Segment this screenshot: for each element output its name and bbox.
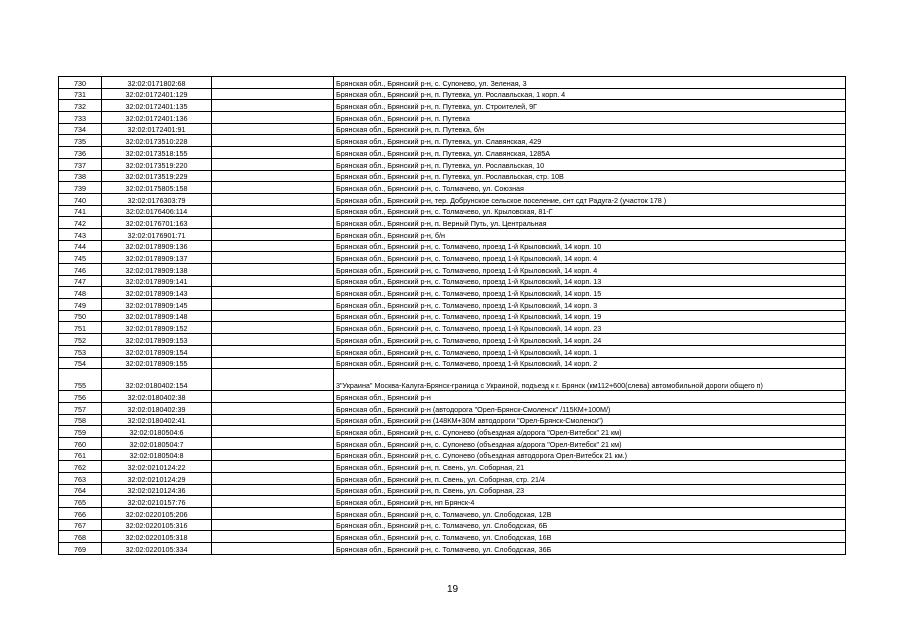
empty-cell — [212, 461, 334, 473]
cadastral-number: 32:02:0178909:137 — [102, 252, 212, 264]
address: Брянская обл., Брянский р-н, с. Толмачево, проезд 1-й Крыловский, 14 корп. 10 — [334, 240, 846, 252]
cadastral-number: 32:02:0180402:154 — [102, 369, 212, 391]
address: Брянская обл., Брянский р-н, с. Толмачево, проезд 1-й Крыловский, 14 корп. 19 — [334, 310, 846, 322]
table-row — [59, 123, 846, 135]
address: Брянская обл., Брянский р-н, с. Супонево (объездная а/дорога "Орел-Витебск" 21 км) — [334, 426, 846, 438]
empty-cell — [212, 543, 334, 555]
table-row — [59, 228, 846, 240]
address: Брянская обл., Брянский р-н, п. Путевка, ул. Рославльская, 10 — [334, 158, 846, 170]
cadastral-number: 32:02:0178909:136 — [102, 240, 212, 252]
empty-cell — [212, 437, 334, 449]
cadastral-number: 32:02:0178909:155 — [102, 357, 212, 369]
address: Брянская обл., Брянский р-н, п. Путевка, ул. Славянская, 429 — [334, 135, 846, 147]
cadastral-number: 32:02:0180504:8 — [102, 449, 212, 461]
address: Брянская обл., Брянский р-н, с. Толмачево, ул. Слободская, 36Б — [334, 543, 846, 555]
cadastral-number: 32:02:0176701:163 — [102, 217, 212, 229]
table-row — [59, 496, 846, 508]
cadastral-table-body — [59, 77, 846, 555]
table-row — [59, 402, 846, 414]
cadastral-number: 32:02:0180504:7 — [102, 437, 212, 449]
row-number: 742 — [59, 217, 102, 229]
address: Брянская обл., Брянский р-н, п. Свень, ул. Соборная, 21 — [334, 461, 846, 473]
cadastral-number: 32:02:0220105:316 — [102, 519, 212, 531]
table-row — [59, 193, 846, 205]
address: Брянская обл., Брянский р-н, с. Толмачево, проезд 1-й Крыловский, 14 корп. 23 — [334, 322, 846, 334]
empty-cell — [212, 228, 334, 240]
empty-cell — [212, 531, 334, 543]
empty-cell — [212, 299, 334, 311]
empty-cell — [212, 252, 334, 264]
cadastral-number: 32:02:0173518:155 — [102, 147, 212, 159]
row-number: 734 — [59, 123, 102, 135]
row-number: 754 — [59, 357, 102, 369]
cadastral-number: 32:02:0173519:220 — [102, 158, 212, 170]
cadastral-number: 32:02:0171802:68 — [102, 77, 212, 89]
row-number: 733 — [59, 112, 102, 124]
row-number: 767 — [59, 519, 102, 531]
table-row — [59, 310, 846, 322]
empty-cell — [212, 135, 334, 147]
row-number: 744 — [59, 240, 102, 252]
cadastral-table — [58, 76, 846, 555]
empty-cell — [212, 310, 334, 322]
cadastral-number: 32:02:0180402:39 — [102, 402, 212, 414]
row-number: 738 — [59, 170, 102, 182]
row-number: 766 — [59, 508, 102, 520]
row-number: 741 — [59, 205, 102, 217]
table-row — [59, 240, 846, 252]
cadastral-number: 32:02:0178909:141 — [102, 275, 212, 287]
table-row — [59, 369, 846, 391]
table-row — [59, 299, 846, 311]
table-row — [59, 287, 846, 299]
cadastral-number: 32:02:0172401:136 — [102, 112, 212, 124]
table-row — [59, 77, 846, 89]
table-row — [59, 135, 846, 147]
cadastral-number: 32:02:0210157:76 — [102, 496, 212, 508]
row-number: 736 — [59, 147, 102, 159]
address: Брянская обл., Брянский р-н, п. Верный Путь, ул. Центральная — [334, 217, 846, 229]
row-number: 755 — [59, 369, 102, 391]
row-number: 750 — [59, 310, 102, 322]
row-number: 747 — [59, 275, 102, 287]
row-number: 756 — [59, 391, 102, 403]
empty-cell — [212, 240, 334, 252]
row-number: 730 — [59, 77, 102, 89]
empty-cell — [212, 287, 334, 299]
table-row — [59, 519, 846, 531]
row-number: 761 — [59, 449, 102, 461]
address: Брянская обл., Брянский р-н, п. Свень, ул. Соборная, 23 — [334, 484, 846, 496]
empty-cell — [212, 426, 334, 438]
cadastral-number: 32:02:0178909:143 — [102, 287, 212, 299]
row-number: 751 — [59, 322, 102, 334]
table-row — [59, 508, 846, 520]
address: Брянская обл., Брянский р-н, п. Путевка, ул. Рославльская, 1 корп. 4 — [334, 88, 846, 100]
empty-cell — [212, 158, 334, 170]
table-row — [59, 147, 846, 159]
cadastral-number: 32:02:0180504:6 — [102, 426, 212, 438]
row-number: 762 — [59, 461, 102, 473]
empty-cell — [212, 100, 334, 112]
empty-cell — [212, 88, 334, 100]
empty-cell — [212, 357, 334, 369]
empty-cell — [212, 345, 334, 357]
empty-cell — [212, 193, 334, 205]
address: Брянская обл., Брянский р-н, с. Толмачево, проезд 1-й Крыловский, 14 корп. 1 — [334, 345, 846, 357]
table-row — [59, 217, 846, 229]
table-row — [59, 437, 846, 449]
cadastral-number: 32:02:0220105:206 — [102, 508, 212, 520]
table-row — [59, 531, 846, 543]
address: Брянская обл., Брянский р-н, с. Супонево, ул. Зеленая, 3 — [334, 77, 846, 89]
address: Брянская обл., Брянский р-н, с. Толмачево, проезд 1-й Крыловский, 14 корп. 4 — [334, 264, 846, 276]
cadastral-number: 32:02:0210124:29 — [102, 473, 212, 485]
cadastral-number: 32:02:0172401:91 — [102, 123, 212, 135]
table-row — [59, 158, 846, 170]
row-number: 731 — [59, 88, 102, 100]
address: Брянская обл., Брянский р-н, с. Толмачево, проезд 1-й Крыловский, 14 корп. 24 — [334, 334, 846, 346]
empty-cell — [212, 264, 334, 276]
table-row — [59, 264, 846, 276]
empty-cell — [212, 508, 334, 520]
empty-cell — [212, 496, 334, 508]
table-row — [59, 334, 846, 346]
address: Брянская обл., Брянский р-н (148КМ+30М автодороги "Орел-Брянск-Смоленск") — [334, 414, 846, 426]
table-row — [59, 205, 846, 217]
empty-cell — [212, 77, 334, 89]
table-row — [59, 449, 846, 461]
cadastral-number: 32:02:0172401:135 — [102, 100, 212, 112]
cadastral-number: 32:02:0176406:114 — [102, 205, 212, 217]
empty-cell — [212, 205, 334, 217]
cadastral-number: 32:02:0178909:154 — [102, 345, 212, 357]
table-row — [59, 426, 846, 438]
address: Брянская обл., Брянский р-н, с. Толмачево, проезд 1-й Крыловский, 14 корп. 4 — [334, 252, 846, 264]
row-number: 758 — [59, 414, 102, 426]
table-row — [59, 100, 846, 112]
table-row — [59, 391, 846, 403]
address: Брянская обл., Брянский р-н, тер. Добрунское сельское поселение, снт сдт Радуга-2 (участок 178 ) — [334, 193, 846, 205]
address: Брянская обл., Брянский р-н, п. Путевка, ул. Славянская, 1285А — [334, 147, 846, 159]
row-number: 760 — [59, 437, 102, 449]
cadastral-number: 32:02:0210124:22 — [102, 461, 212, 473]
row-number: 759 — [59, 426, 102, 438]
empty-cell — [212, 170, 334, 182]
table-row — [59, 473, 846, 485]
table-row — [59, 543, 846, 555]
row-number: 737 — [59, 158, 102, 170]
table-row — [59, 170, 846, 182]
address: Брянская обл., Брянский р-н, с. Толмачево, проезд 1-й Крыловский, 14 корп. 13 — [334, 275, 846, 287]
row-number: 748 — [59, 287, 102, 299]
cadastral-number: 32:02:0178909:152 — [102, 322, 212, 334]
row-number: 735 — [59, 135, 102, 147]
empty-cell — [212, 147, 334, 159]
empty-cell — [212, 217, 334, 229]
row-number: 768 — [59, 531, 102, 543]
cadastral-number: 32:02:0175805:158 — [102, 182, 212, 194]
address: Брянская обл., Брянский р-н — [334, 391, 846, 403]
row-number: 743 — [59, 228, 102, 240]
address: Брянская обл., Брянский р-н, с. Толмачево, ул. Крыловская, 81-Г — [334, 205, 846, 217]
address: Брянская обл., Брянский р-н, с. Супонево (объездная а/дорога "Орел-Витебск" 21 км) — [334, 437, 846, 449]
table-row — [59, 461, 846, 473]
cadastral-number: 32:02:0176901:71 — [102, 228, 212, 240]
table-row — [59, 112, 846, 124]
table-row — [59, 357, 846, 369]
row-number: 740 — [59, 193, 102, 205]
table-row — [59, 275, 846, 287]
row-number: 769 — [59, 543, 102, 555]
address: Брянская обл., Брянский р-н (автодорога "Орел-Брянск-Смоленск" /115КМ+100М/) — [334, 402, 846, 414]
empty-cell — [212, 334, 334, 346]
address: Брянская обл., Брянский р-н, б/н — [334, 228, 846, 240]
table-row — [59, 182, 846, 194]
table-row — [59, 88, 846, 100]
row-number: 753 — [59, 345, 102, 357]
cadastral-number: 32:02:0210124:36 — [102, 484, 212, 496]
address: Брянская обл., Брянский р-н, с. Толмачево, ул. Слободская, 16В — [334, 531, 846, 543]
empty-cell — [212, 519, 334, 531]
address: Брянская обл., Брянский р-н, с. Толмачево, проезд 1-й Крыловский, 14 корп. 2 — [334, 357, 846, 369]
cadastral-number: 32:02:0176303:79 — [102, 193, 212, 205]
cadastral-number: 32:02:0180402:38 — [102, 391, 212, 403]
cadastral-number: 32:02:0180402:41 — [102, 414, 212, 426]
page-number: 19 — [446, 584, 459, 595]
table-row — [59, 414, 846, 426]
empty-cell — [212, 275, 334, 287]
row-number: 749 — [59, 299, 102, 311]
empty-cell — [212, 473, 334, 485]
cadastral-number: 32:02:0172401:129 — [102, 88, 212, 100]
cadastral-number: 32:02:0220105:318 — [102, 531, 212, 543]
table-row — [59, 322, 846, 334]
address: Брянская обл., Брянский р-н, с. Толмачево, ул. Слободская, 6Б — [334, 519, 846, 531]
cadastral-number: 32:02:0178909:138 — [102, 264, 212, 276]
address: Брянская обл., Брянский р-н, п. Путевка — [334, 112, 846, 124]
address: Брянская обл., Брянский р-н, с. Супонево (объездная автодорога Орел-Витебск 21 км.) — [334, 449, 846, 461]
address: Брянская обл., Брянский р-н, с. Толмачево, ул. Союзная — [334, 182, 846, 194]
empty-cell — [212, 112, 334, 124]
empty-cell — [212, 322, 334, 334]
address: Брянская обл., Брянский р-н, с. Толмачево, ул. Слободская, 12В — [334, 508, 846, 520]
row-number: 763 — [59, 473, 102, 485]
empty-cell — [212, 369, 334, 391]
row-number: 764 — [59, 484, 102, 496]
row-number: 739 — [59, 182, 102, 194]
empty-cell — [212, 484, 334, 496]
address: Брянская обл., Брянский р-н, п. Путевка, ул. Рославльская, стр. 10В — [334, 170, 846, 182]
row-number: 752 — [59, 334, 102, 346]
empty-cell — [212, 123, 334, 135]
cadastral-number: 32:02:0173519:229 — [102, 170, 212, 182]
empty-cell — [212, 449, 334, 461]
address: Брянская обл., Брянский р-н, с. Толмачево, проезд 1-й Крыловский, 14 корп. 3 — [334, 299, 846, 311]
table-row — [59, 484, 846, 496]
address: Брянская обл., Брянский р-н, нп Брянск-4 — [334, 496, 846, 508]
empty-cell — [212, 402, 334, 414]
row-number: 746 — [59, 264, 102, 276]
address: Брянская обл., Брянский р-н, п. Путевка, б/н — [334, 123, 846, 135]
address: Брянская обл., Брянский р-н, с. Толмачево, проезд 1-й Крыловский, 14 корп. 15 — [334, 287, 846, 299]
empty-cell — [212, 391, 334, 403]
row-number: 757 — [59, 402, 102, 414]
cadastral-number: 32:02:0178909:153 — [102, 334, 212, 346]
table-row — [59, 345, 846, 357]
address: 3"Украина" Москва-Калуга-Брянск-граница с Украиной, подъезд к г. Брянск (км112+600(слева) автомобильной дороги общего п) — [334, 369, 846, 391]
row-number: 745 — [59, 252, 102, 264]
empty-cell — [212, 414, 334, 426]
cadastral-number: 32:02:0178909:148 — [102, 310, 212, 322]
address: Брянская обл., Брянский р-н, п. Свень, ул. Соборная, стр. 21/4 — [334, 473, 846, 485]
cadastral-number: 32:02:0173510:228 — [102, 135, 212, 147]
row-number: 765 — [59, 496, 102, 508]
address: Брянская обл., Брянский р-н, п. Путевка, ул. Строителей, 9Г — [334, 100, 846, 112]
cadastral-number: 32:02:0178909:145 — [102, 299, 212, 311]
cadastral-number: 32:02:0220105:334 — [102, 543, 212, 555]
empty-cell — [212, 182, 334, 194]
row-number: 732 — [59, 100, 102, 112]
table-row — [59, 252, 846, 264]
